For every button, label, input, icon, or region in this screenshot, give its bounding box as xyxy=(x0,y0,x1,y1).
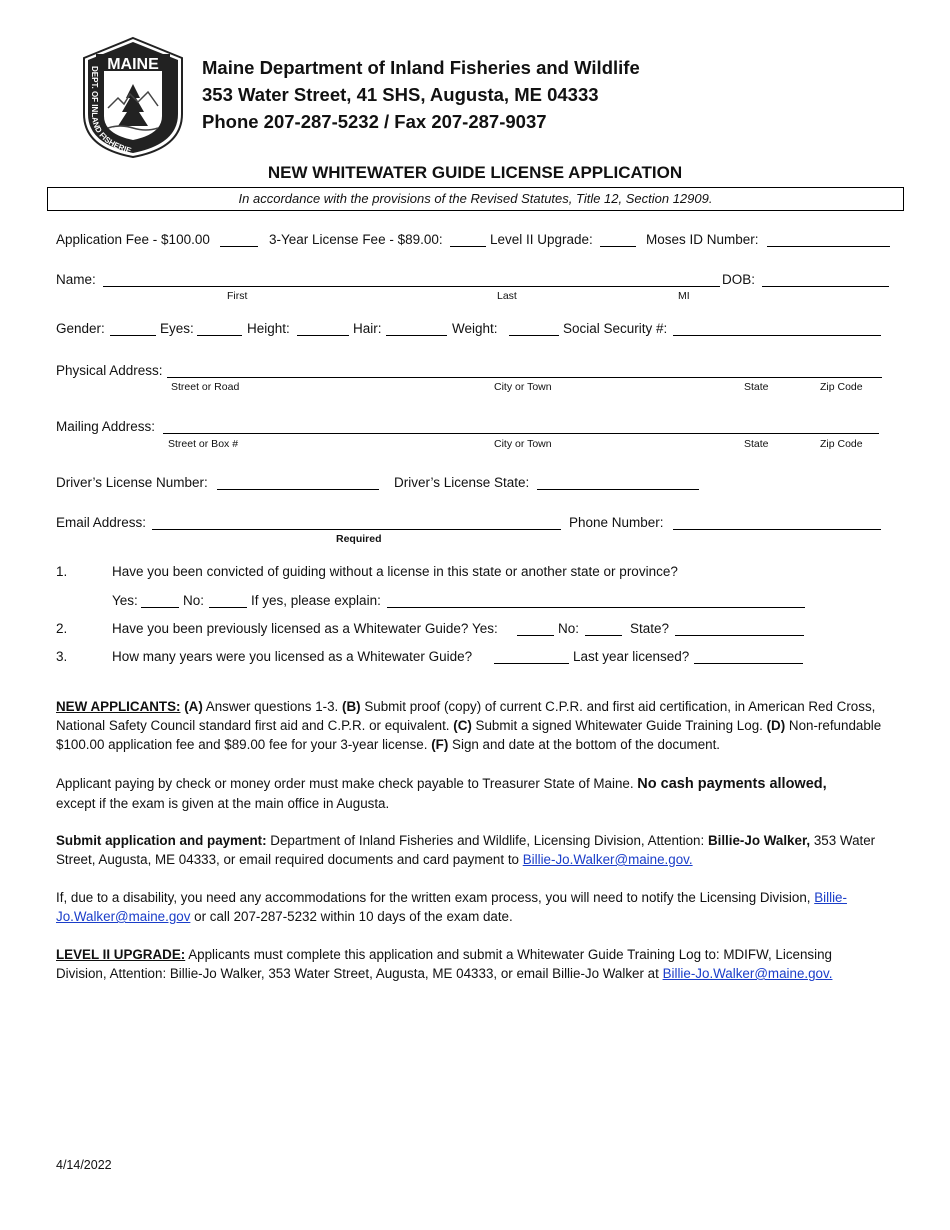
license-fee-field[interactable] xyxy=(450,246,486,247)
first-caption: First xyxy=(227,290,248,302)
disability-tail: or call 207-287-5232 within 10 days of the exam date. xyxy=(190,909,513,924)
q1-no-field[interactable] xyxy=(209,607,247,608)
submit-heading: Submit application and payment: xyxy=(56,833,267,848)
q1-yes-label: Yes: xyxy=(112,593,138,608)
q2-no-field[interactable] xyxy=(585,635,622,636)
dob-label: DOB: xyxy=(722,272,756,287)
question-3-number: 3. xyxy=(56,649,68,664)
org-address: 353 Water Street, 41 SHS, Augusta, ME 04333 xyxy=(202,84,599,105)
question-2-text: Have you been previously licensed as a Whitewater Guide? Yes: xyxy=(112,621,498,636)
logo-text: MAINE xyxy=(107,56,159,73)
submit-email-link[interactable]: Billie-Jo.Walker@maine.gov. xyxy=(522,852,693,867)
height-field[interactable] xyxy=(297,335,349,336)
q3-last-field[interactable] xyxy=(694,663,803,664)
question-1-number: 1. xyxy=(56,564,68,579)
step-f-label: (F) xyxy=(431,737,449,752)
weight-label: Weight: xyxy=(452,321,498,336)
q2-no-label: No: xyxy=(558,621,580,636)
form-title: NEW WHITEWATER GUIDE LICENSE APPLICATION xyxy=(267,163,683,182)
app-fee-field[interactable] xyxy=(220,246,258,247)
step-c-text: Submit a signed Whitewater Guide Training Log. xyxy=(471,718,767,733)
level2-heading: LEVEL II UPGRADE: xyxy=(56,947,186,962)
dl-number-label: Driver’s License Number: xyxy=(56,475,208,490)
step-a-label: (A) xyxy=(184,699,203,714)
eyes-label: Eyes: xyxy=(160,321,194,336)
license-fee-label: 3-Year License Fee - $89.00: xyxy=(269,232,443,247)
q2-yes-field[interactable] xyxy=(517,635,554,636)
phone-field[interactable] xyxy=(673,529,881,530)
contact-name: Billie-Jo Walker, xyxy=(707,833,811,848)
submit-paragraph xyxy=(56,831,886,869)
question-2-number: 2. xyxy=(56,621,68,636)
dl-state-field[interactable] xyxy=(537,489,699,490)
ssn-field[interactable] xyxy=(673,335,881,336)
statute-note: In accordance with the provisions of the Revised Statutes, Title 12, Section 12909. xyxy=(47,187,904,211)
ssn-label: Social Security #: xyxy=(563,321,668,336)
submit-text-2: 353 Water Street, Augusta, ME 04333, or email required documents and card payment to xyxy=(56,833,876,867)
step-b-text: Submit proof (copy) of current C.P.R. and first aid certification, in American Red Cross, National Safety Council standard first aid and C.P.R. or equivalent. xyxy=(56,699,876,733)
step-d-label: (D) xyxy=(766,718,786,733)
revision-date: 4/14/2022 xyxy=(56,1158,112,1172)
mailing-address-label: Mailing Address: xyxy=(56,419,156,434)
mailing-city-caption: City or Town xyxy=(494,438,552,450)
eyes-field[interactable] xyxy=(197,335,242,336)
org-name: Maine Department of Inland Fisheries and Wildlife xyxy=(202,57,640,78)
q2-state-label: State? xyxy=(630,621,670,636)
disability-email-link[interactable]: Billie-Jo.Walker@maine.gov xyxy=(56,890,847,924)
level2-paragraph xyxy=(56,945,886,983)
level2-email-link[interactable]: Billie-Jo.Walker@maine.gov. xyxy=(662,966,833,981)
upgrade-field[interactable] xyxy=(600,246,636,247)
new-applicants-paragraph xyxy=(56,697,886,754)
level2-text: Applicants must complete this application and submit a Whitewater Guide Training Log to: MDIFW, Licensing Division, Attention: Billie-Jo Walker, 353 Water Street, Augusta, ME 04333, or email Billie-Jo Walker at xyxy=(56,947,833,981)
submit-text: Department of Inland Fisheries and Wildlife, Licensing Division, Attention: xyxy=(266,833,708,848)
step-c-label: (C) xyxy=(453,718,472,733)
q2-state-field[interactable] xyxy=(675,635,804,636)
hair-label: Hair: xyxy=(353,321,382,336)
question-3-text: How many years were you licensed as a Whitewater Guide? xyxy=(112,649,473,664)
dob-field[interactable] xyxy=(762,286,889,287)
disability-text: If, due to a disability, you need any accommodations for the written exam process, you will need to notify the Licensing Division, xyxy=(56,890,815,905)
maine-ifw-logo xyxy=(78,36,188,158)
required-caption: Required xyxy=(336,533,382,545)
logo-ring-text: DEPT. OF INLAND FISHERIE xyxy=(89,66,133,156)
mi-caption: MI xyxy=(678,290,690,302)
physical-address-label: Physical Address: xyxy=(56,363,163,378)
q3-last-label: Last year licensed? xyxy=(573,649,690,664)
mailing-zip-caption: Zip Code xyxy=(820,438,863,450)
org-phone: Phone 207-287-5232 / Fax 207-287-9037 xyxy=(202,111,547,132)
step-f-text: Sign and date at the bottom of the document. xyxy=(448,737,721,752)
mailing-street-caption: Street or Box # xyxy=(168,438,239,450)
disability-paragraph xyxy=(56,888,886,926)
new-applicants-heading: NEW APPLICANTS: xyxy=(56,699,181,714)
q1-explain-label: If yes, please explain: xyxy=(251,593,381,608)
physical-address-field[interactable] xyxy=(167,377,882,378)
physical-street-caption: Street or Road xyxy=(171,381,240,393)
email-label: Email Address: xyxy=(56,515,147,530)
payment-tail: except if the exam is given at the main office in Augusta. xyxy=(56,796,390,811)
step-a-text: Answer questions 1-3. xyxy=(202,699,343,714)
step-b-label: (B) xyxy=(342,699,361,714)
moses-field[interactable] xyxy=(767,246,890,247)
name-field[interactable] xyxy=(103,286,720,287)
upgrade-label: Level II Upgrade: xyxy=(490,232,593,247)
payment-text: Applicant paying by check or money order must make check payable to Treasurer State of Maine. xyxy=(56,776,638,791)
mailing-address-field[interactable] xyxy=(163,433,879,434)
physical-zip-caption: Zip Code xyxy=(820,381,863,393)
mailing-state-caption: State xyxy=(744,438,769,450)
q1-yes-field[interactable] xyxy=(141,607,179,608)
payment-paragraph xyxy=(56,774,886,813)
phone-label: Phone Number: xyxy=(569,515,664,530)
gender-field[interactable] xyxy=(110,335,156,336)
weight-field[interactable] xyxy=(509,335,559,336)
moses-label: Moses ID Number: xyxy=(646,232,759,247)
no-cash-notice: No cash payments allowed, xyxy=(637,776,827,792)
height-label: Height: xyxy=(247,321,290,336)
step-d-text: Non-refundable $100.00 application fee and $89.00 fee for your 3-year license. xyxy=(56,718,882,752)
q1-no-label: No: xyxy=(183,593,205,608)
name-label: Name: xyxy=(56,272,96,287)
hair-field[interactable] xyxy=(386,335,447,336)
last-caption: Last xyxy=(497,290,517,302)
gender-label: Gender: xyxy=(56,321,105,336)
dl-number-field[interactable] xyxy=(217,489,379,490)
app-fee-label: Application Fee - $100.00 xyxy=(56,232,210,247)
physical-city-caption: City or Town xyxy=(494,381,552,393)
q1-explain-field[interactable] xyxy=(387,607,805,608)
email-field[interactable] xyxy=(152,529,561,530)
question-1-text: Have you been convicted of guiding without a license in this state or another state or province? xyxy=(112,564,678,579)
q3-years-field[interactable] xyxy=(494,663,569,664)
dl-state-label: Driver’s License State: xyxy=(394,475,530,490)
physical-state-caption: State xyxy=(744,381,769,393)
